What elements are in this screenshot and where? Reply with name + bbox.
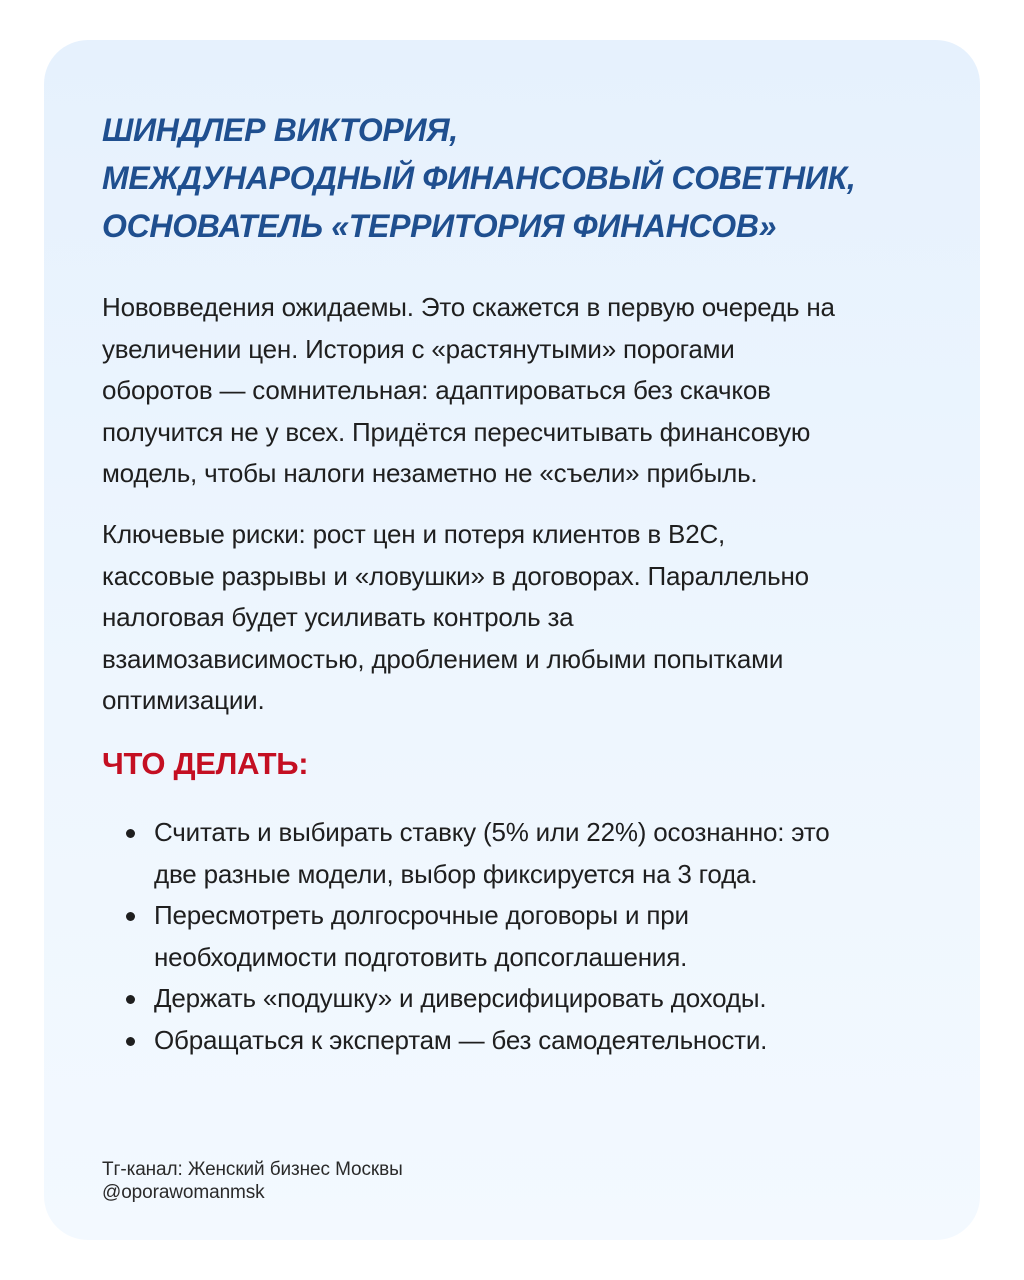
bullet-icon xyxy=(126,995,135,1004)
list-item-line: Обращаться к экспертам — без самодеятельности. xyxy=(154,1024,768,1055)
content-card xyxy=(44,40,980,1240)
bullet-icon xyxy=(126,912,135,921)
list-item xyxy=(102,978,962,1020)
list-item-line: Пересмотреть долгосрочные договоры и при xyxy=(154,900,689,930)
list-item xyxy=(102,1020,962,1062)
paragraph-line: оптимизации. xyxy=(102,685,265,715)
footer-credits xyxy=(102,1158,403,1204)
list-item-line: необходимости подготовить допсоглашения. xyxy=(154,941,688,972)
footer-handle: @oporawomanmsk xyxy=(102,1182,265,1203)
paragraph-risks xyxy=(102,514,942,722)
paragraph-line: взаимозависимостью, дроблением и любыми попытками xyxy=(102,643,784,674)
title-line: МЕЖДУНАРОДНЫЙ ФИНАНСОВЫЙ СОВЕТНИК, xyxy=(102,160,856,196)
paragraph-line: модель, чтобы налоги незаметно не «съели» прибыль. xyxy=(102,458,758,488)
list-item-line: Держать «подушку» и диверсифицировать доходы. xyxy=(154,983,767,1013)
paragraph-line: Нововведения ожидаемы. Это скажется в первую очередь на xyxy=(102,292,835,322)
bullet-icon xyxy=(126,1037,135,1046)
list-item xyxy=(102,895,962,978)
paragraph-line: Ключевые риски: рост цен и потеря клиентов в B2C, xyxy=(102,519,726,549)
paragraph-outlook xyxy=(102,287,942,495)
author-title xyxy=(102,106,962,250)
paragraph-line: оборотов — сомнительная: адаптироваться без скачков xyxy=(102,375,771,405)
bullet-icon xyxy=(126,829,135,838)
title-line: ОСНОВАТЕЛЬ «ТЕРРИТОРИЯ ФИНАНСОВ» xyxy=(102,208,777,244)
list-item xyxy=(102,812,962,895)
paragraph-line: получится не у всех. Придётся пересчитывать финансовую xyxy=(102,416,811,447)
footer-channel: Тг-канал: Женский бизнес Москвы xyxy=(102,1159,403,1180)
paragraph-line: увеличении цен. История с «растянутыми» порогами xyxy=(102,333,735,364)
list-item-line: Считать и выбирать ставку (5% или 22%) осознанно: это xyxy=(154,817,830,847)
paragraph-line: налоговая будет усиливать контроль за xyxy=(102,602,574,632)
todo-list xyxy=(102,812,962,1061)
list-item-line: две разные модели, выбор фиксируется на 3 года. xyxy=(154,858,758,889)
todo-heading: ЧТО ДЕЛАТЬ: xyxy=(102,746,309,781)
title-line: ШИНДЛЕР ВИКТОРИЯ, xyxy=(102,112,458,148)
paragraph-line: кассовые разрывы и «ловушки» в договорах. Параллельно xyxy=(102,560,809,591)
